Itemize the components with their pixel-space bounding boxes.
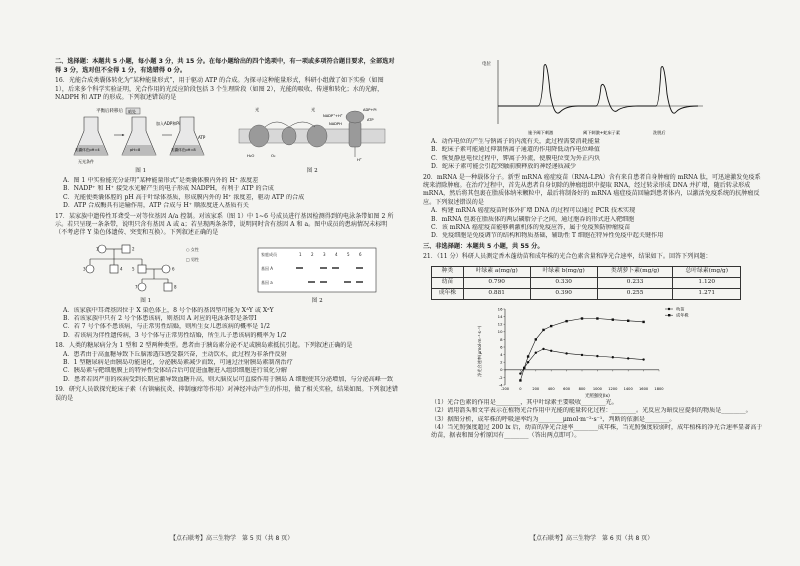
pedigree-num-3: 3 [82, 266, 86, 272]
gel-row-2: 基因 a [261, 279, 273, 285]
q21-chart [423, 303, 763, 399]
q17-fig2-caption: 图 2 [311, 297, 323, 304]
q19-option-c[interactable]: C．恢复静息电位过程中，钾离子外流，使膜电位变为外正内负 [431, 154, 601, 162]
q19-marker-2: 阈下刺激+蛇床子素 [583, 130, 621, 135]
q21-ylabel: 净光合速率(μmol·m⁻²·s⁻¹) [477, 325, 482, 377]
gel-lane-6: 6 [359, 251, 362, 257]
pedigree-num-5: 5 [131, 266, 135, 272]
question-17 [55, 213, 398, 341]
q19-option-b[interactable]: B．蛇床子素可能通过抑制钠离子通道的作用降低动作电位峰值 [431, 146, 601, 154]
fig2-label-8: O₂ [271, 153, 276, 159]
footer-left: 【点石联考】高三生物学 第 5 页（共 8 页） [170, 535, 294, 542]
question-21 [423, 253, 763, 440]
y-tick-label: -2 [498, 374, 503, 380]
fig1-label-4: pH=8 [129, 148, 141, 153]
table-cell: 0.233 [597, 277, 673, 288]
q16-figures [55, 105, 398, 176]
fig2-label-0: 光 [255, 107, 260, 113]
right-column [423, 56, 763, 441]
fig2-label-2: NADP⁺+H⁺ [323, 114, 343, 119]
table-cell: 0.255 [597, 288, 673, 299]
data-point [596, 317, 598, 319]
pedigree-symbols [86, 245, 172, 291]
fig2-label-6: H⁺ [357, 157, 363, 163]
data-point [550, 325, 552, 327]
x-tick-label: 200 [532, 386, 540, 391]
pedigree-member-6 [162, 265, 170, 273]
q16-option-b[interactable]: B．NADP⁺ 和 H⁺ 接受水光解产生的电子形成 NADPH，有利于 ATP 的合成 [63, 185, 274, 193]
q19-stem: 19．研究人员欲探究蛇床子素（有镇痛抗炎、抑制瘙痒等作用）对神经冲动产生的作用，做了相关实验，结果如图。下列叙述错误的是 [55, 386, 398, 402]
q16-fig1-caption: 图 1 [135, 168, 147, 175]
table-cell: 1.120 [673, 277, 741, 288]
pedigree-num-2: 2 [131, 246, 135, 252]
q17-option-a[interactable]: A．该家族中耳聋基因位于 X 染色体上，8 号个体的基因型可能为 XᴬY 或 XᵃY [63, 306, 274, 314]
table-cell: 0.790 [463, 277, 530, 288]
footer-right: 【点石联考】高三生物学 第 6 页（共 8 页） [530, 535, 654, 542]
q17-option-b[interactable]: B．若该家族中只有 2 号个体患该病，则基因 A 对应的电泳条带是条带Ⅰ [63, 315, 257, 322]
y-tick-label: 8 [500, 336, 503, 342]
y-tick-label: 16 [497, 306, 503, 312]
pedigree-legend-female: ○ 女性 [185, 246, 199, 252]
y-tick-label: -4 [498, 382, 503, 388]
pedigree-member-7 [138, 283, 146, 291]
section2-title: 二、选择题：本题共 5 小题，每小题 3 分，共 15 分。在每小题给出的四个选项中，有一项或多项符合题目要求，全部选对得 3 分，选对但不全得 1 分，有选错得 0 分。 [55, 58, 395, 74]
gel-lane-1: 1 [299, 251, 302, 257]
x-tick-label: 1600 [639, 386, 649, 391]
q20-option-d[interactable]: D．免疫细胞是免疫调节的结构和物质基础，辅助性 T 细胞在特异性免疫中起关键作用 [431, 232, 664, 240]
q21-legend [665, 305, 689, 318]
data-point [581, 354, 583, 356]
table-header-cell: 叶绿素 b(mg/g) [530, 266, 597, 277]
q19-option-d[interactable]: D．蛇床子素可能会引起突触前膜释放的神经递质减少 [431, 163, 577, 171]
y-tick-label: 10 [497, 328, 503, 334]
data-point [596, 355, 598, 357]
x-tick-label: 400 [547, 386, 555, 391]
table-header-cell: 种类 [432, 266, 464, 277]
q17-fig2 [257, 247, 377, 306]
q17-option-d[interactable]: D．若该病为伴性遗传病，3 号个体与正常男性结婚，所生儿子患该病的概率为 1/2 [63, 331, 287, 339]
table-cell: 成年株 [432, 288, 464, 299]
data-point [642, 321, 644, 323]
q19-ylabel: 电位 [482, 62, 491, 67]
x-tick-label: -200 [500, 386, 510, 391]
q17-figures [55, 241, 398, 306]
q16-fig2-caption: 图 2 [306, 168, 318, 175]
gel-lane-4: 4 [335, 251, 338, 257]
fig1-label-5: 类囊体在pH=8 [170, 148, 196, 153]
q20-option-c[interactable]: C．该 mRNA 癌症疫苗能够刺激机体的免疫应答，属于免疫预防肿瘤疫苗 [431, 224, 631, 232]
x-tick-label: 1000 [592, 386, 602, 391]
question-20 [423, 174, 763, 241]
pedigree-legend-male: □ 男性 [185, 256, 199, 262]
data-point [535, 351, 537, 353]
x-tick-label: 1400 [623, 386, 633, 391]
question-16 [55, 77, 398, 211]
q21-sub-3[interactable]: （3）据图分析，成年株的呼吸速率约为________μmol·m⁻²·s⁻¹，判断的依据是________。 [431, 415, 676, 423]
table-header-cell: 叶绿素 a(mg/g) [463, 266, 530, 277]
q17-stem: 17．某家族中遗传性耳聋受一对等位基因 A/a 控制。对该家系（图 1）中 1~6 号成员进行基因检测得到的电泳条带如图 2 所示。若只呈现一条条带，说明只含有基因 A 或 a；若呈现两条条带，说明同时含有基因 A 和 a。图中成员的患病情况未标明（不考虑伴 Y 染色体遗传、突变和互换）。下列叙述正确的是 [55, 212, 394, 237]
table-cell: 1.271 [673, 288, 741, 299]
q19-marker-1: 施予阈下刺激 [528, 130, 554, 135]
y-tick-label: 14 [497, 313, 503, 319]
q21-axes [505, 309, 659, 385]
pedigree-member-4 [110, 265, 118, 273]
question-18 [55, 342, 398, 384]
data-point [581, 317, 583, 319]
q18-option-c[interactable]: C．胰岛素与靶细胞膜上的特异性受体结合后可促进血糖进入组织细胞进行氧化分解 [63, 367, 288, 375]
flask-experiment-diagram [66, 105, 216, 167]
q19-option-a[interactable]: A．动作电位的产生与钠离子的内流有关，此过程需要消耗能量 [431, 138, 600, 145]
q19-marker-3: 洗脱后 [653, 130, 666, 135]
data-point [642, 358, 644, 360]
data-point [612, 318, 614, 320]
question-19-stem-block [55, 386, 398, 403]
pedigree-num-7: 7 [134, 284, 138, 290]
q20-option-a[interactable]: A．构建 mRNA 癌症疫苗时体外扩增 DNA 的过程可以通过 PCR 技术实现 [431, 207, 636, 215]
q17-option-c[interactable]: C．若 7 号个体不患该病，与正常男性结婚，则所生女儿患该病的概率是 1/2 [63, 323, 270, 331]
data-point [535, 338, 537, 340]
q16-fig2 [237, 105, 387, 176]
y-tick-label: 0 [500, 366, 503, 372]
table-cell: 0.390 [530, 288, 597, 299]
data-point [550, 349, 552, 351]
q21-sub-4[interactable]: （4）当光照强度超过 200 lx 后，幼苗的净光合速率________成年株，当光照强度较弱时，成年植株的净光合速率显著高于幼苗，据表和图分析原因有________（答出两点即可）。 [431, 424, 763, 440]
q21-series [519, 317, 645, 381]
legend-label-adult: 成年株 [676, 312, 689, 318]
y-tick-label: 12 [497, 321, 503, 327]
q17-fig1-caption: 图 1 [140, 297, 152, 304]
table-row [432, 288, 741, 299]
table-header-row [432, 266, 741, 277]
thylakoid-membrane-diagram [237, 105, 387, 167]
fig2-label-7: H₂O [247, 153, 255, 159]
pigment-table [431, 266, 741, 300]
q16-option-d[interactable]: D．ATP 合成酶具有运输作用，ATP 合成与 H⁺ 顺浓度进入基质有关 [63, 202, 249, 210]
q18-option-a[interactable]: A．患者由于高血糖导致下丘脑渗透压感受器兴奋，主动饮水，此过程为非条件反射 [63, 350, 287, 358]
q18-stem: 18．人类的糖尿病分为 1 型和 2 型两种类型。患者由于胰岛素分泌不足或胰岛素抵抗引起。下列叙述正确的是 [55, 342, 353, 350]
data-point [565, 320, 567, 322]
q20-option-b[interactable]: B．mRNA 包裹在脂质体的两层磷脂分子之间，通过胞吞的形式进入靶细胞 [431, 215, 635, 223]
fig2-label-1: 光 [311, 107, 316, 113]
data-point [627, 319, 629, 321]
q16-option-c[interactable]: C．光能使类囊体腔的 pH 高于叶绿体基质，形成膜内外的 H⁺ 浓度差，驱动 ATP 的合成 [63, 193, 305, 201]
x-tick-label: 600 [563, 386, 571, 391]
pedigree-chart [76, 241, 216, 297]
data-point [519, 379, 521, 381]
q18-option-b[interactable]: B．1 型糖尿病是由胰岛功能退化，分泌胰岛素减少而致，可通过注射胰岛素制剂治疗 [63, 359, 293, 367]
gel-row-1: 基因 A [261, 265, 274, 271]
pedigree-num-4: 4 [119, 266, 123, 272]
gel-lane-2: 2 [311, 251, 314, 257]
data-point [565, 352, 567, 354]
pedigree-member-5 [138, 265, 146, 273]
fig1-label-1: 暗处 [127, 109, 136, 115]
fig2-label-3: NADPH [329, 122, 343, 127]
fig1-label-7: 无光条件 [77, 159, 94, 165]
pedigree-member-1 [95, 245, 106, 253]
legend-label-seedling: 幼苗 [676, 306, 685, 312]
table-cell: 0.881 [463, 288, 530, 299]
gel-lane-3: 3 [323, 251, 326, 257]
q20-stem: 20．mRNA 是一种载体分子。新型 mRNA 癌症疫苗（RNA-LPA）含有来自患者自身肿瘤的 mRNA 肽，可迅速激发免疫系统来清除肿瘤。在治疗过程中，首先从患者自身切除的肿瘤组织中提取 RNA，经过转录形成 DNA 并扩增，随后转录形成 mRNA，然后将其包裹在脂质体纳米颗粒中，最后将制备好的 mRNA 癌症疫苗回输到患者体内，以激活免疫系统的抗肿瘤反应。下列叙述错误的是 [423, 173, 761, 206]
y-tick-label: 2 [500, 359, 503, 365]
q18-option-d[interactable]: D．患者若因严重的疾病受到长期应激导致血糖升高，则大脑皮层可直接作用于胰岛 A 细胞使其分泌增加，与分泌高峰一致 [63, 375, 394, 383]
pedigree-member-2 [122, 245, 130, 253]
fig1-label-0: 平衡后转移后 [95, 109, 123, 115]
q21-stem: 21．（11 分）科研人员测定香木蓬幼苗和成年株的光合色素含量和净光合速率，结果如下。回答下列问题： [423, 253, 712, 261]
membrane-potential-graph [478, 56, 708, 138]
x-tick-label: 800 [578, 386, 586, 391]
fig2-label-4: ADP+Pi [363, 108, 377, 113]
pedigree-num-1: 1 [95, 246, 99, 252]
q21-sub-2[interactable]: （2）请用箭头和文字表示在植物光合作用中光能的能量转化过程：________。光反应为暗反应提供的物质是________。 [431, 407, 752, 415]
table-cell: 0.330 [530, 277, 597, 288]
y-tick-label: 6 [500, 344, 503, 350]
pedigree-member-3 [86, 265, 94, 273]
photosynthesis-rate-chart [473, 303, 713, 399]
gel-header: 家庭成员 [261, 251, 278, 257]
fig1-label-6: ATP [197, 135, 206, 141]
table-row [432, 277, 741, 288]
gel-electrophoresis [257, 247, 377, 297]
q21-sub-1[interactable]: （1）光合色素的作用是________，其中叶绿素主要吸收________光。 [431, 398, 618, 406]
data-point [527, 361, 529, 363]
data-point [519, 372, 521, 374]
table-header-cell: 类胡萝卜素(mg/g) [597, 266, 673, 277]
q21-xlabel: 光照强度(lx) [585, 393, 610, 399]
y-tick-label: 4 [500, 351, 503, 357]
data-point [523, 366, 525, 368]
q19-graph [423, 56, 763, 138]
fig1-label-3: 类囊体在pH=4 [74, 148, 100, 153]
data-point [542, 328, 544, 330]
x-tick-label: 0 [519, 386, 522, 391]
section3-title: 三、非选择题：本题共 5 小题，共 55 分。 [423, 242, 544, 250]
q16-option-a[interactable]: A．图 1 中实验能充分证明“某种能量形式”是类囊体膜内外的 H⁺ 浓度差 [63, 177, 259, 185]
data-point [612, 356, 614, 358]
data-point [542, 347, 544, 349]
pedigree-member-8 [164, 283, 172, 291]
table-header-cell: 总叶绿素(mg/g) [673, 266, 741, 277]
data-point [527, 355, 529, 357]
x-tick-label: 1200 [608, 386, 618, 391]
left-column [55, 58, 398, 403]
gel-lane-5: 5 [347, 251, 350, 257]
data-point [627, 357, 629, 359]
pedigree-num-6: 6 [171, 266, 175, 272]
pedigree-num-8: 8 [173, 284, 177, 290]
q17-fig1 [76, 241, 216, 306]
q16-fig1 [66, 105, 216, 176]
fig1-label-2: 加入ADP和Pi [155, 121, 180, 127]
table-cell: 幼苗 [432, 277, 464, 288]
q16-stem: 16．光能合成类囊体转化为“某种能量形式”，用于驱动 ATP 的合成。为探寻这种能量形式，科研小组做了如下实验（如图 1），后来多个科学实验证明，光合作用的光反应阶段包括 3 个生理阶段（如图 2），光能的吸收、传递和转化；水的光解，NADPH 和 ATP 的形成。下列叙述错误的是 [55, 77, 384, 101]
fig2-label-5: ATP [367, 118, 374, 123]
x-tick-label: 1800 [654, 386, 664, 391]
